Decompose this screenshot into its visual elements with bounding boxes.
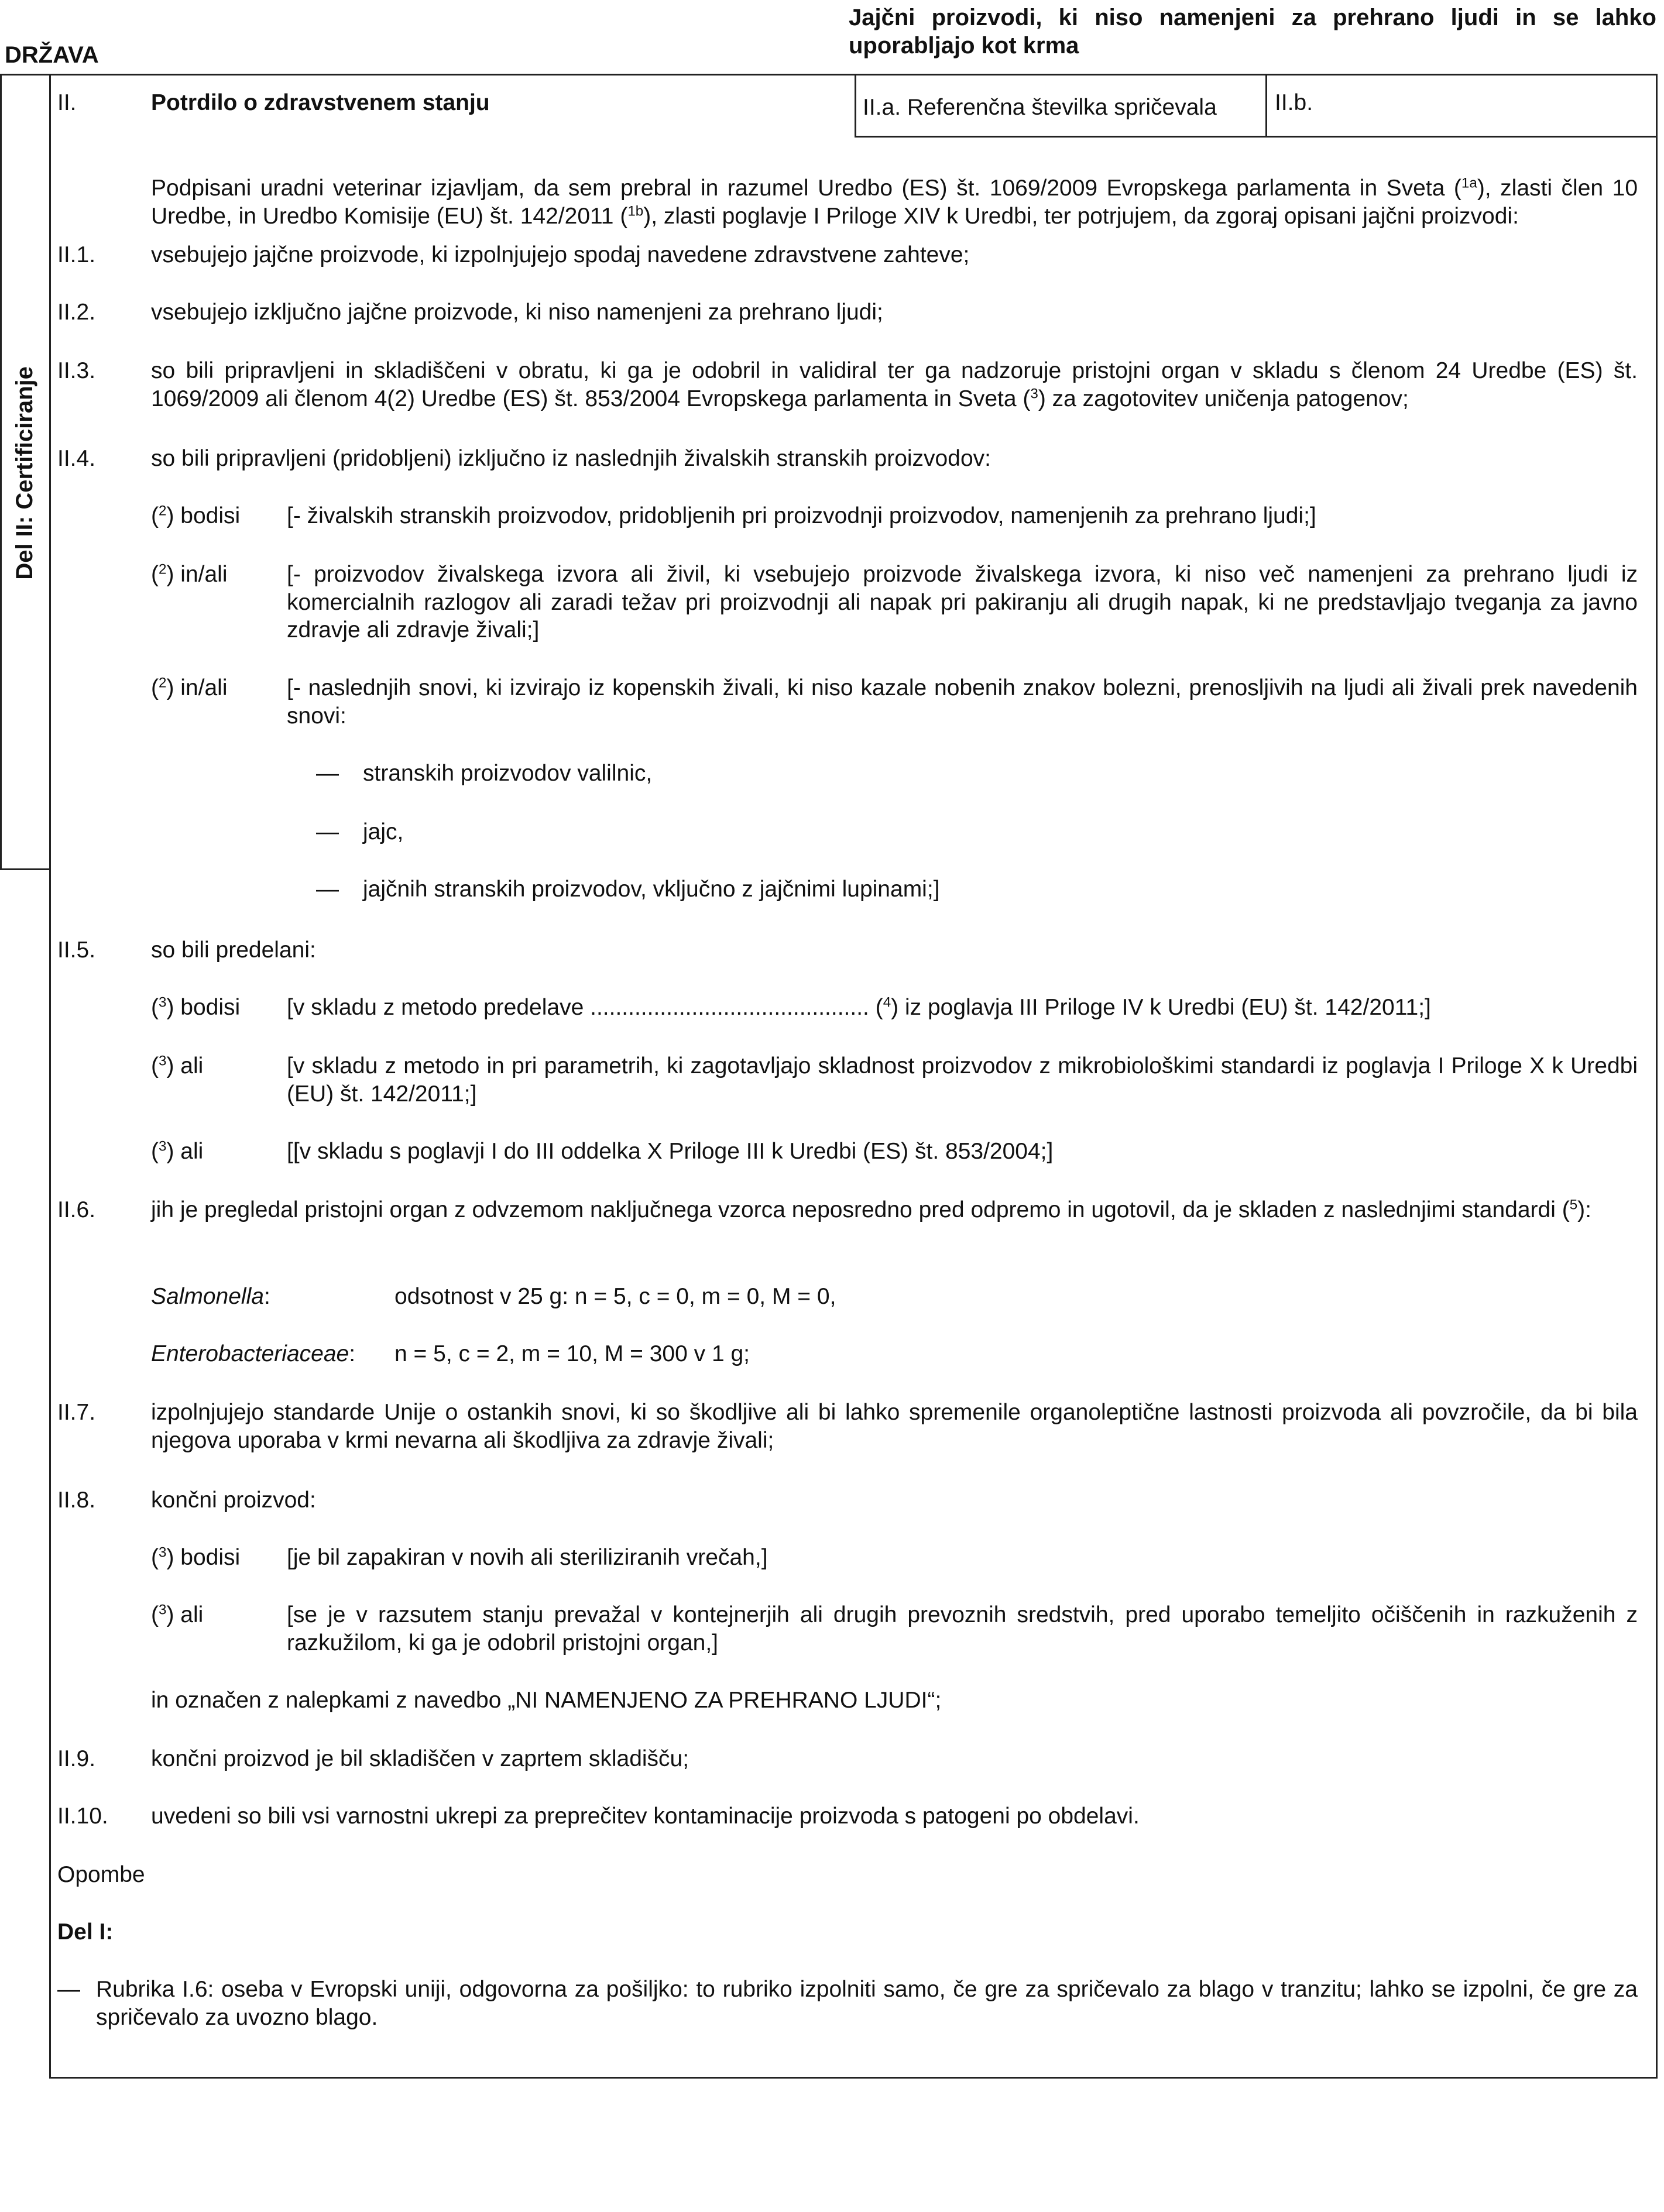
sidebar-bottom-border	[0, 868, 51, 870]
standard-row-salmonella: Salmonella:	[151, 1284, 270, 1309]
item-text: uvedeni so bili vsi varnostni ukrepi za preprečitev kontaminacije proizvoda s patogeni po obdelavi.	[151, 1804, 1140, 1829]
section-number: II.	[57, 90, 77, 115]
iib-cell-left-border	[1265, 74, 1267, 138]
standard-value: n = 5, c = 2, m = 10, M = 300 v 1 g;	[394, 1341, 750, 1366]
option-text: [v skladu z metodo predelave ............................................ ($^4$) iz poglavja III Priloge IV k Uredbi (EU) št. 142/2011;]	[287, 994, 1431, 1020]
item-text-tail: in označen z nalepkami z navedbo „NI NAMENJENO ZA PREHRANO LJUDI“;	[151, 1688, 942, 1713]
option-prefix: ($^2$) in/ali	[151, 561, 228, 587]
option-prefix: ($^3$) bodisi	[151, 994, 241, 1020]
notes-part-heading: Del I:	[57, 1919, 114, 1945]
item-text: izpolnjujejo standarde Unije o ostankih snovi, ki so škodljive ali bi lahko spremenile organoleptične lastnosti proizvoda ali povzročile, da bi bila njegova uporaba v krmi nevarna ali škodljiva za zdravje živali;	[151, 1400, 1638, 1453]
item-text: so bili pripravljeni (pridobljeni) izključno iz naslednjih živalskih stranskih proizvodov:	[151, 446, 991, 471]
item-number: II.7.	[57, 1400, 96, 1425]
item-number: II.2.	[57, 300, 96, 325]
item-text: končni proizvod je bil skladiščen v zaprtem skladišču;	[151, 1746, 689, 1771]
standard-value: odsotnost v 25 g: n = 5, c = 0, m = 0, M = 0,	[394, 1284, 836, 1309]
option-text: [je bil zapakiran v novih ali steriliziranih vrečah,]	[287, 1545, 768, 1570]
dash-item: jajčnih stranskih proizvodov, vključno z jajčnimi lupinami;]	[363, 877, 940, 902]
item-number: II.8.	[57, 1488, 96, 1513]
item-text: so bili predelani:	[151, 937, 316, 963]
bottom-border	[49, 2077, 1658, 2079]
dash-bullet: —	[57, 1977, 80, 2002]
header-row-bottom-border	[855, 136, 1658, 138]
option-prefix: ($^2$) bodisi	[151, 503, 241, 528]
option-text: [- proizvodov živalskega izvora ali živil, ki vsebujejo proizvode živalskega izvora, ki niso več namenjeni za prehrano ljudi iz komercialnih razlogov ali zaradi težav pri proizvodnji ali napak pri pakiranju ali drugih napak, ki ne predstavljajo tveganja za javno zdravje ali zdravje živali;]	[287, 562, 1638, 643]
country-heading: DRŽAVA	[5, 42, 99, 68]
option-prefix: ($^3$) ali	[151, 1602, 204, 1627]
dash-bullet: —	[316, 761, 339, 786]
item-text: vsebujejo jajčne proizvode, ki izpolnjujejo spodaj navedene zdravstvene zahteve;	[151, 242, 970, 267]
notes-heading: Opombe	[57, 1862, 145, 1887]
item-number: II.10.	[57, 1804, 108, 1829]
intro-paragraph: Podpisani uradni veterinar izjavljam, da sem prebral in razumel Uredbo (ES) št. 1069/2009 Evropskega parlamenta in Sveta ($^{1a}$), zlasti člen 10 Uredbe, in Uredbo Komisije (EU) št. 142/2011 ($^{1b}$), zlasti poglavje I Priloge XIV k Uredbi, ter potrjujem, da zgoraj opisani jajčni proizvodi:	[151, 175, 1638, 229]
item-number: II.9.	[57, 1746, 96, 1771]
standard-row-enterobacteriaceae: Enterobacteriaceae:	[151, 1341, 356, 1366]
dash-item: stranskih proizvodov valilnic,	[363, 761, 653, 786]
option-prefix: ($^3$) ali	[151, 1138, 204, 1164]
sidebar-label: Del II: Certificiranje	[11, 366, 37, 580]
top-border	[0, 74, 1658, 75]
document-title: Jajčni proizvodi, ki niso namenjeni za prehrano ljudi in se lahko uporabljajo kot krma	[849, 5, 1656, 59]
iib-label: II.b.	[1275, 90, 1313, 115]
option-prefix: ($^3$) ali	[151, 1053, 204, 1078]
item-number: II.6.	[57, 1197, 96, 1222]
item-number: II.4.	[57, 446, 96, 471]
item-text: vsebujejo izključno jajčne proizvode, ki niso namenjeni za prehrano ljudi;	[151, 300, 883, 325]
item-number: II.1.	[57, 242, 96, 267]
item-text: jih je pregledal pristojni organ z odvzemom naključnega vzorca neposredno pred odpremo in ugotovil, da je skladen z naslednjimi standardi ($^5$):	[151, 1197, 1591, 1222]
item-number: II.3.	[57, 358, 96, 383]
option-text: [- naslednjih snovi, ki izvirajo iz kopenskih živali, ki niso kazale nobenih znakov bolezni, prenosljivih na ljudi ali živali prek navedenih snovi:	[287, 675, 1638, 729]
item-number: II.5.	[57, 937, 96, 963]
dash-item: jajc,	[363, 819, 404, 844]
item-text: so bili pripravljeni in skladiščeni v obratu, ki ga je odobril in validiral ter ga nadzoruje pristojni organ v skladu s členom 24 Uredbe (ES) št. 1069/2009 ali členom 4(2) Uredbe (ES) št. 853/2004 Evropskega parlamenta in Sveta ($^3$) za zagotovitev uničenja patogenov;	[151, 358, 1638, 411]
item-text: končni proizvod:	[151, 1488, 316, 1513]
ref-cell-left-border	[855, 74, 856, 138]
section-title: Potrdilo o zdravstvenem stanju	[151, 90, 490, 115]
note-text: Rubrika I.6: oseba v Evropski uniji, odgovorna za pošiljko: to rubriko izpolniti samo, če gre za spričevalo za blago v tranzitu; lahko se izpolni, če gre za spričevalo za uvozno blago.	[96, 1977, 1638, 2030]
option-text: [v skladu z metodo in pri parametrih, ki zagotavljajo skladnost proizvodov z mikrobiološkimi standardi iz poglavja I Priloge X k Uredbi (EU) št. 142/2011;]	[287, 1053, 1638, 1107]
dash-bullet: —	[316, 877, 339, 902]
option-prefix: ($^2$) in/ali	[151, 675, 228, 700]
dash-bullet: —	[316, 819, 339, 844]
option-prefix: ($^3$) bodisi	[151, 1544, 241, 1570]
sidebar-right-border	[49, 74, 51, 2079]
right-border	[1656, 74, 1658, 2079]
option-text: [[v skladu s poglavji I do III oddelka X Priloge III k Uredbi (ES) št. 853/2004;]	[287, 1139, 1054, 1164]
option-text: [- živalskih stranskih proizvodov, pridobljenih pri proizvodnji proizvodov, namenjenih za prehrano ljudi;]	[287, 503, 1316, 528]
option-text: [se je v razsutem stanju prevažal v kontejnerjih ali drugih prevoznih sredstvih, pred uporabo temeljito očiščenih in razkuženih z razkužilom, ki ga je odobril pristojni organ,]	[287, 1602, 1638, 1655]
reference-number-label: II.a. Referenčna številka spričevala	[863, 95, 1217, 120]
